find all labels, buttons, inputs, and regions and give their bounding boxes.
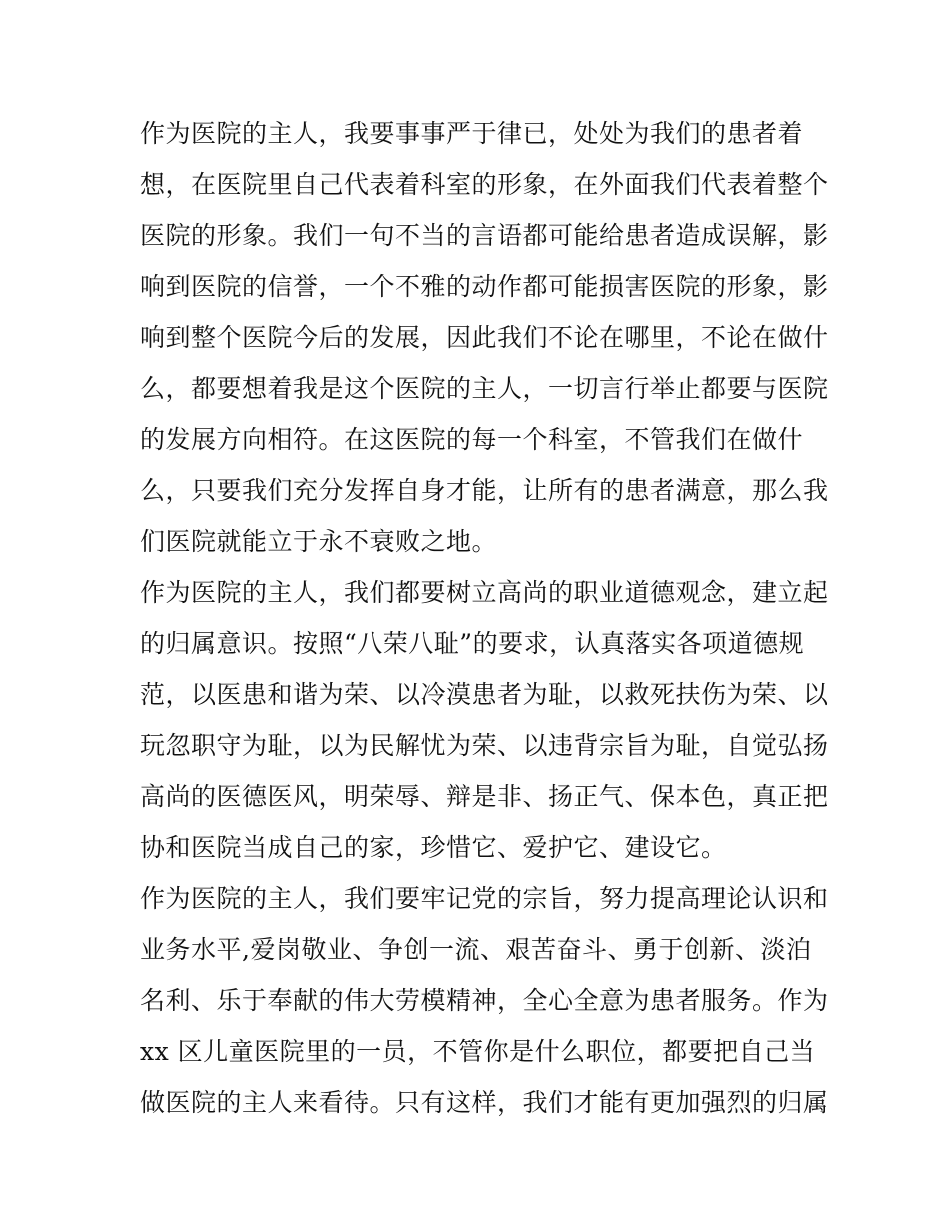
text-line: 医院的形象。我们一句不当的言语都可能给患者造成误解，影 <box>140 221 829 250</box>
text-line: 的归属意识。按照“八荣八耻”的要求，认真落实各项道德规 <box>140 629 805 658</box>
text-line: 响到医院的信誉，一个不雅的动作都可能损害医院的形象，影 <box>140 272 829 301</box>
text-line: 业务水平,爱岗敬业、争创一流、艰苦奋斗、勇于创新、淡泊 <box>140 935 812 964</box>
text-line: 响到整个医院今后的发展，因此我们不论在哪里，不论在做什 <box>140 323 829 352</box>
text-line: 作为医院的主人，我要事事严于律已，处处为我们的患者着 <box>140 119 804 148</box>
text-line: 做医院的主人来看待。只有这样，我们才能有更加强烈的归属 <box>140 1088 829 1117</box>
text-line: 高尚的医德医风，明荣辱、辩是非、扬正气、保本色，真正把 <box>140 782 829 811</box>
text-line: 作为医院的主人，我们都要树立高尚的职业道德观念，建立起 <box>140 578 829 607</box>
text-line: 玩忽职守为耻，以为民解忧为荣、以违背宗旨为耻，自觉弘扬 <box>140 731 829 760</box>
text-line: 么，只要我们充分发挥自身才能，让所有的患者满意，那么我 <box>140 476 829 505</box>
text-line: 名利、乐于奉献的伟大劳模精神，全心全意为患者服务。作为 <box>140 986 829 1015</box>
text-line: 的发展方向相符。在这医院的每一个科室，不管我们在做什 <box>140 425 804 454</box>
text-line: 想，在医院里自己代表着科室的形象，在外面我们代表着整个 <box>140 170 829 199</box>
text-line: 协和医院当成自己的家，珍惜它、爱护它、建设它。 <box>140 833 727 862</box>
text-line: 么，都要想着我是这个医院的主人，一切言行举止都要与医院 <box>140 374 829 403</box>
body-text <box>140 108 829 1128</box>
text-line: 范，以医患和谐为荣、以冷漠患者为耻，以救死扶伤为荣、以 <box>140 680 829 709</box>
text-line: 们医院就能立于永不衰败之地。 <box>140 527 498 556</box>
text-line: xx 区儿童医院里的一员，不管你是什么职位，都要把自己当 <box>140 1037 816 1066</box>
text-line: 作为医院的主人，我们要牢记党的宗旨，努力提高理论认识和 <box>140 884 829 913</box>
